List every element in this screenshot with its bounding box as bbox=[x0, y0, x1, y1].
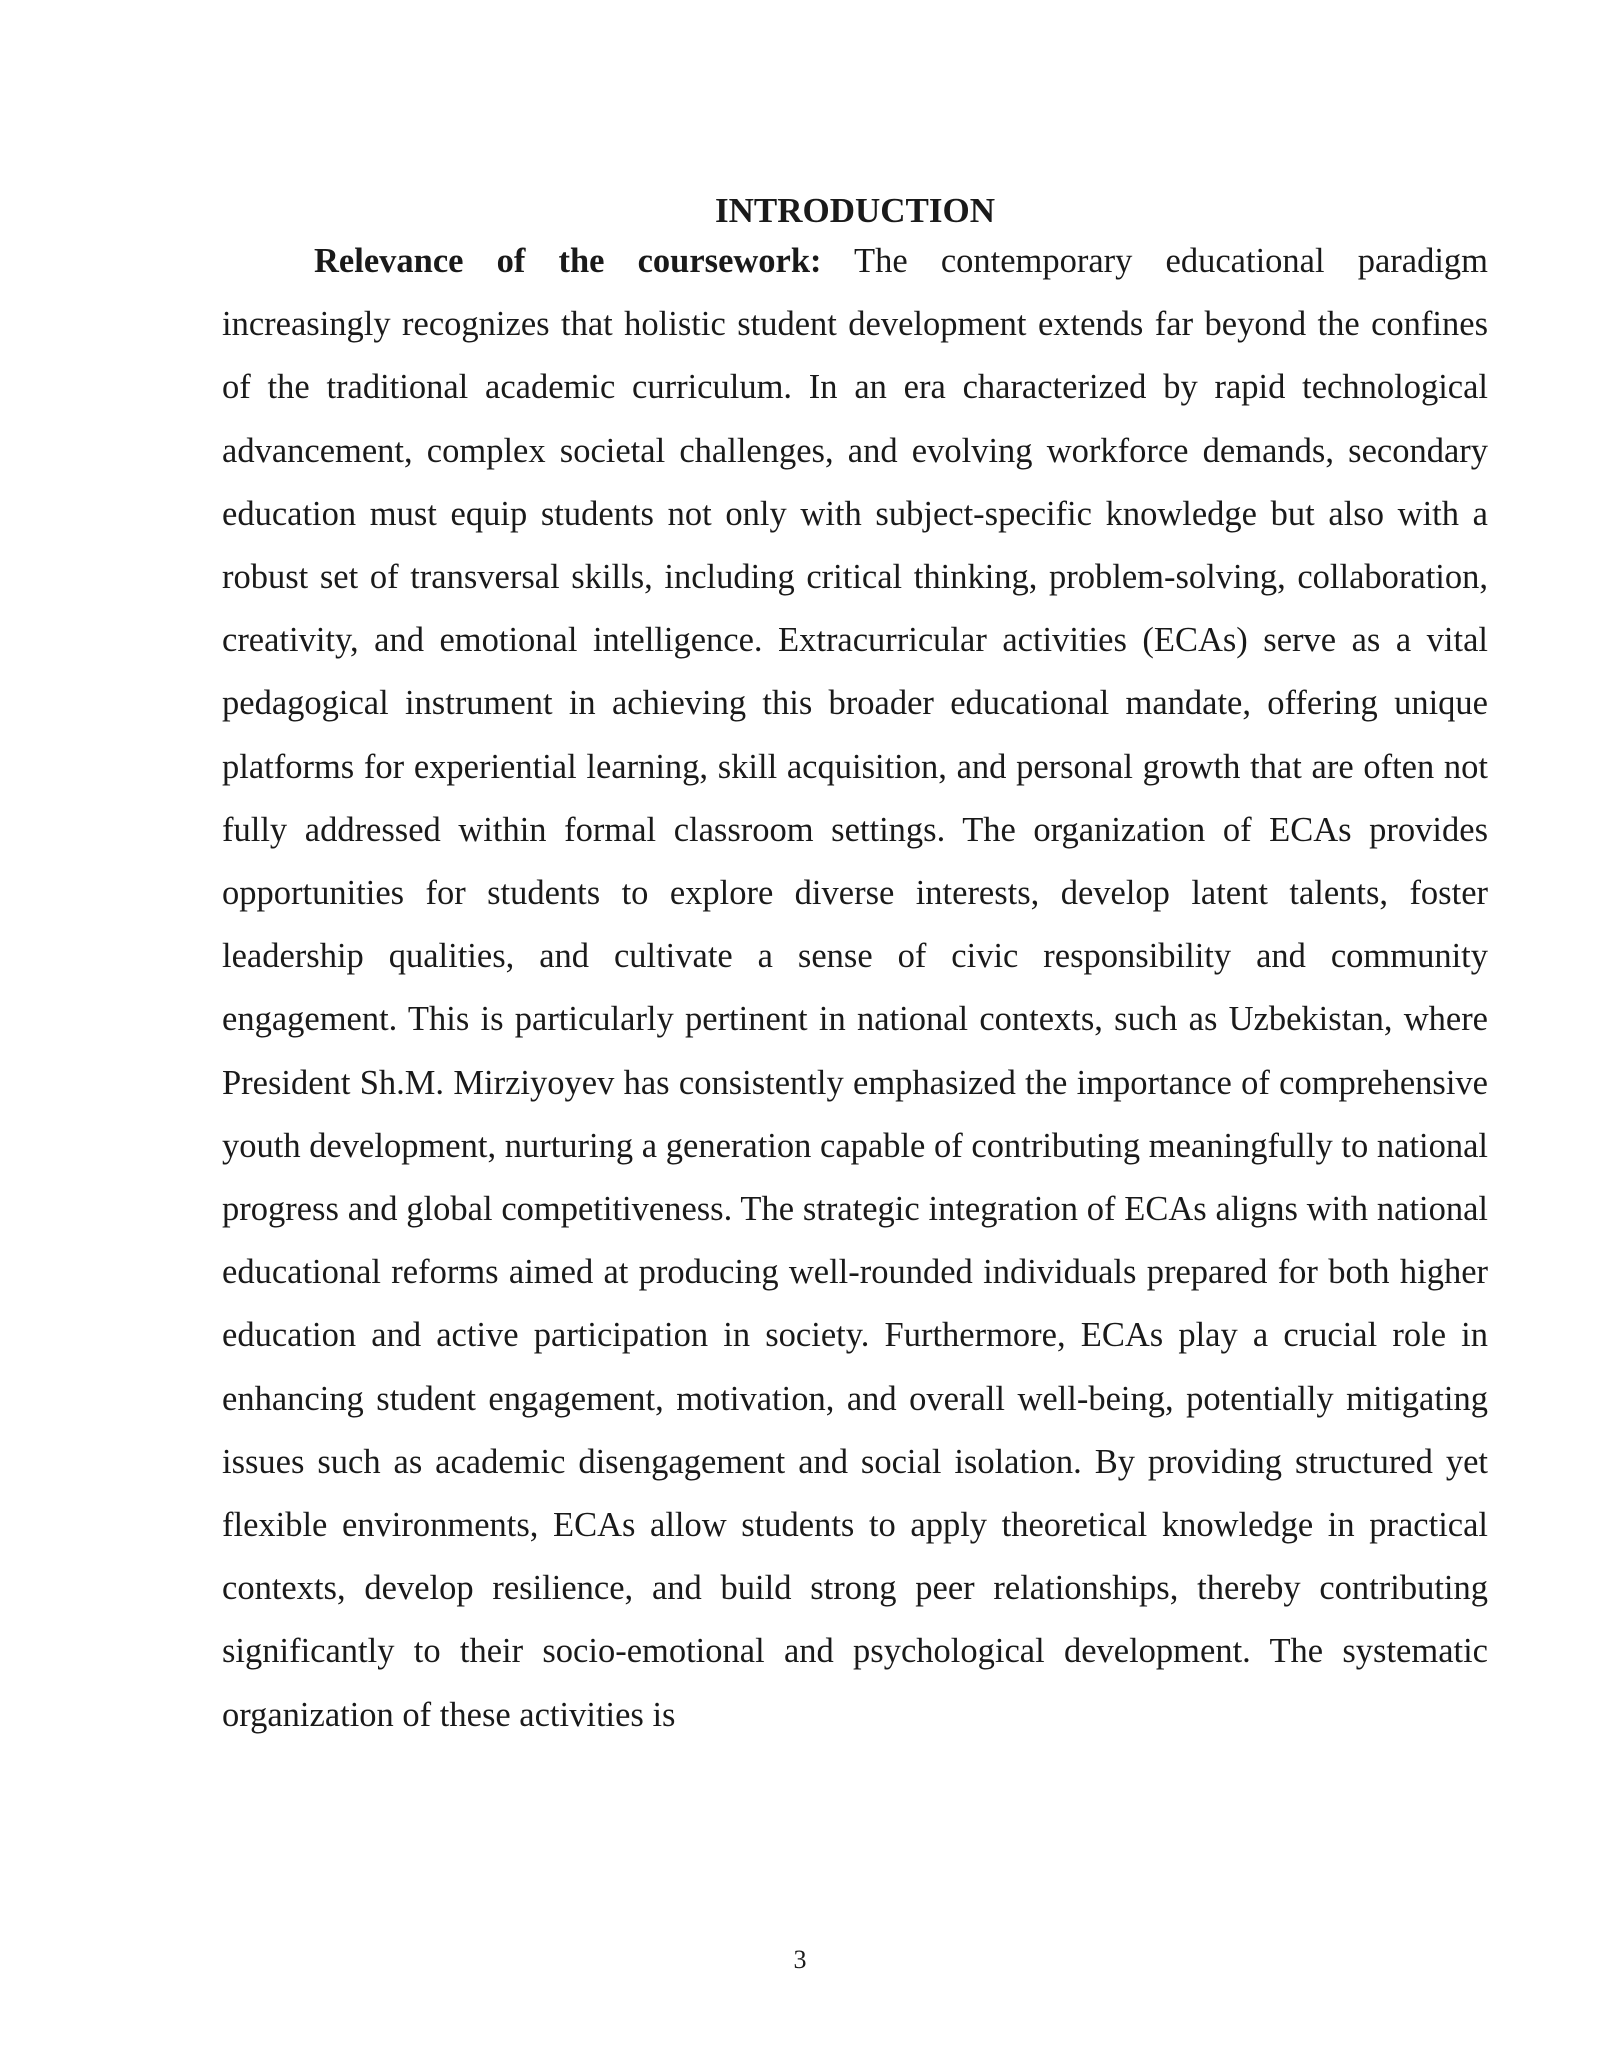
paragraph-lead: Relevance of the coursework: bbox=[314, 242, 822, 280]
page-number: 3 bbox=[793, 1945, 807, 1974]
body-paragraph bbox=[222, 230, 1488, 1747]
paragraph-text: The contemporary educational paradigm increasingly recognizes that holistic student development extends far beyond the confines of the traditional academic curriculum. In an era characterized by rapid technological advancement, complex societal challenges, and evolving workforce demands, secondary education must equip students not only with subject-specific knowledge but also with a robust set of transversal skills, including critical thinking, problem-solving, collaboration, creativity, and emotional intelligence. Extracurricular activities (ECAs) serve as a vital pedagogical instrument in achieving this broader educational mandate, offering unique platforms for experiential learning, skill acquisition, and personal growth that are often not fully addressed within formal classroom settings. The organization of ECAs provides opportunities for students to explore diverse interests, develop latent talents, foster leadership qualities, and cultivate a sense of civic responsibility and community engagement. This is particularly pertinent in national contexts, such as Uzbekistan, where President Sh.M. Mirziyoyev has consistently emphasized the importance of comprehensive youth development, nurturing a generation capable of contributing meaningfully to national progress and global competitiveness. The strategic integration of ECAs aligns with national educational reforms aimed at producing well-rounded individuals prepared for both higher education and active participation in society. Furthermore, ECAs play a crucial role in enhancing student engagement, motivation, and overall well-being, potentially mitigating issues such as academic disengagement and social isolation. By providing structured yet flexible environments, ECAs allow students to apply theoretical knowledge in practical contexts, develop resilience, and build strong peer relationships, thereby contributing significantly to their socio-emotional and psychological development. The systematic organization of these activities is bbox=[222, 242, 1488, 1734]
section-heading: INTRODUCTION bbox=[714, 191, 996, 230]
